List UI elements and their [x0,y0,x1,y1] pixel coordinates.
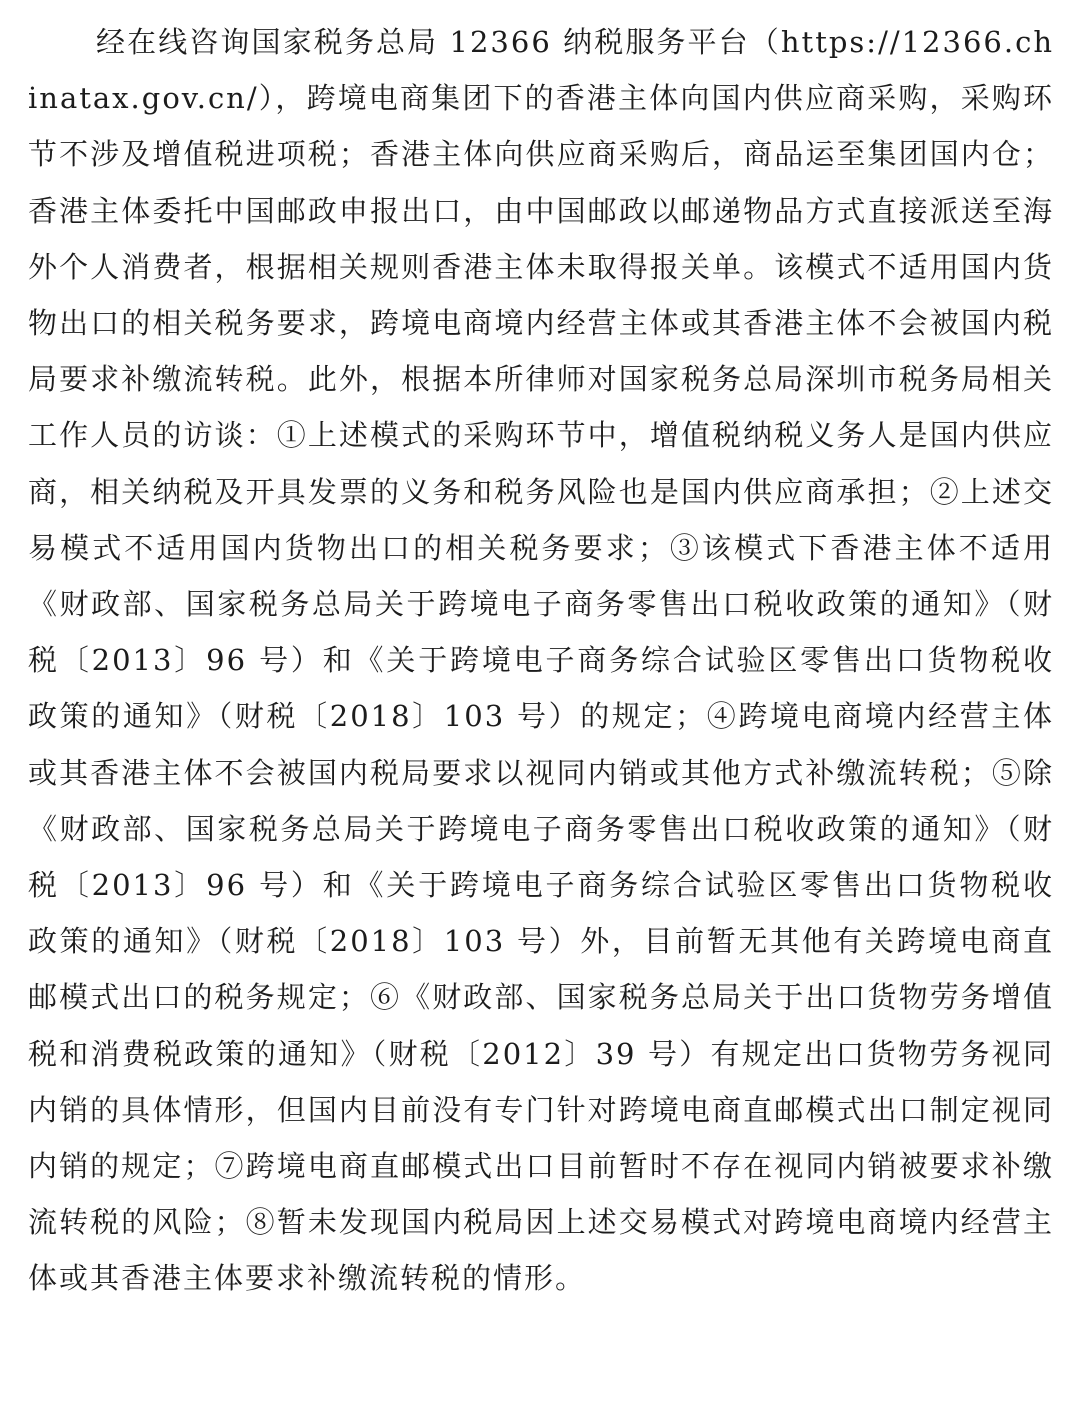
body-paragraph: 经在线咨询国家税务总局 12366 纳税服务平台（https://12366.chinatax.gov.cn/），跨境电商集团下的香港主体向国内供应商采购，采购环节不涉及增值税进项税；香港主体向供应商采购后，商品运至集团国内仓；香港主体委托中国邮政申报出口，由中国邮政以邮递物品方式直接派送至海外个人消费者，根据相关规则香港主体未取得报关单。该模式不适用国内货物出口的相关税务要求，跨境电商境内经营主体或其香港主体不会被国内税局要求补缴流转税。此外，根据本所律师对国家税务总局深圳市税务局相关工作人员的访谈：①上述模式的采购环节中，增值税纳税义务人是国内供应商，相关纳税及开具发票的义务和税务风险也是国内供应商承担；②上述交易模式不适用国内货物出口的相关税务要求；③该模式下香港主体不适用《财政部、国家税务总局关于跨境电子商务零售出口税收政策的通知》（财税〔2013〕96 号）和《关于跨境电子商务综合试验区零售出口货物税收政策的通知》（财税〔2018〕103 号）的规定；④跨境电商境内经营主体或其香港主体不会被国内税局要求以视同内销或其他方式补缴流转税；⑤除《财政部、国家税务总局关于跨境电子商务零售出口税收政策的通知》（财税〔2013〕96 号）和《关于跨境电子商务综合试验区零售出口货物税收政策的通知》（财税〔2018〕103 号）外，目前暂无其他有关跨境电商直邮模式出口的税务规定；⑥《财政部、国家税务总局关于出口货物劳务增值税和消费税政策的通知》（财税〔2012〕39 号）有规定出口货物劳务视同内销的具体情形，但国内目前没有专门针对跨境电商直邮模式出口制定视同内销的规定；⑦跨境电商直邮模式出口目前暂时不存在视同内销被要求补缴流转税的风险；⑧暂未发现国内税局因上述交易模式对跨境电商境内经营主体或其香港主体要求补缴流转税的情形。 [28,25,1054,1296]
document-body [28,14,1054,1307]
